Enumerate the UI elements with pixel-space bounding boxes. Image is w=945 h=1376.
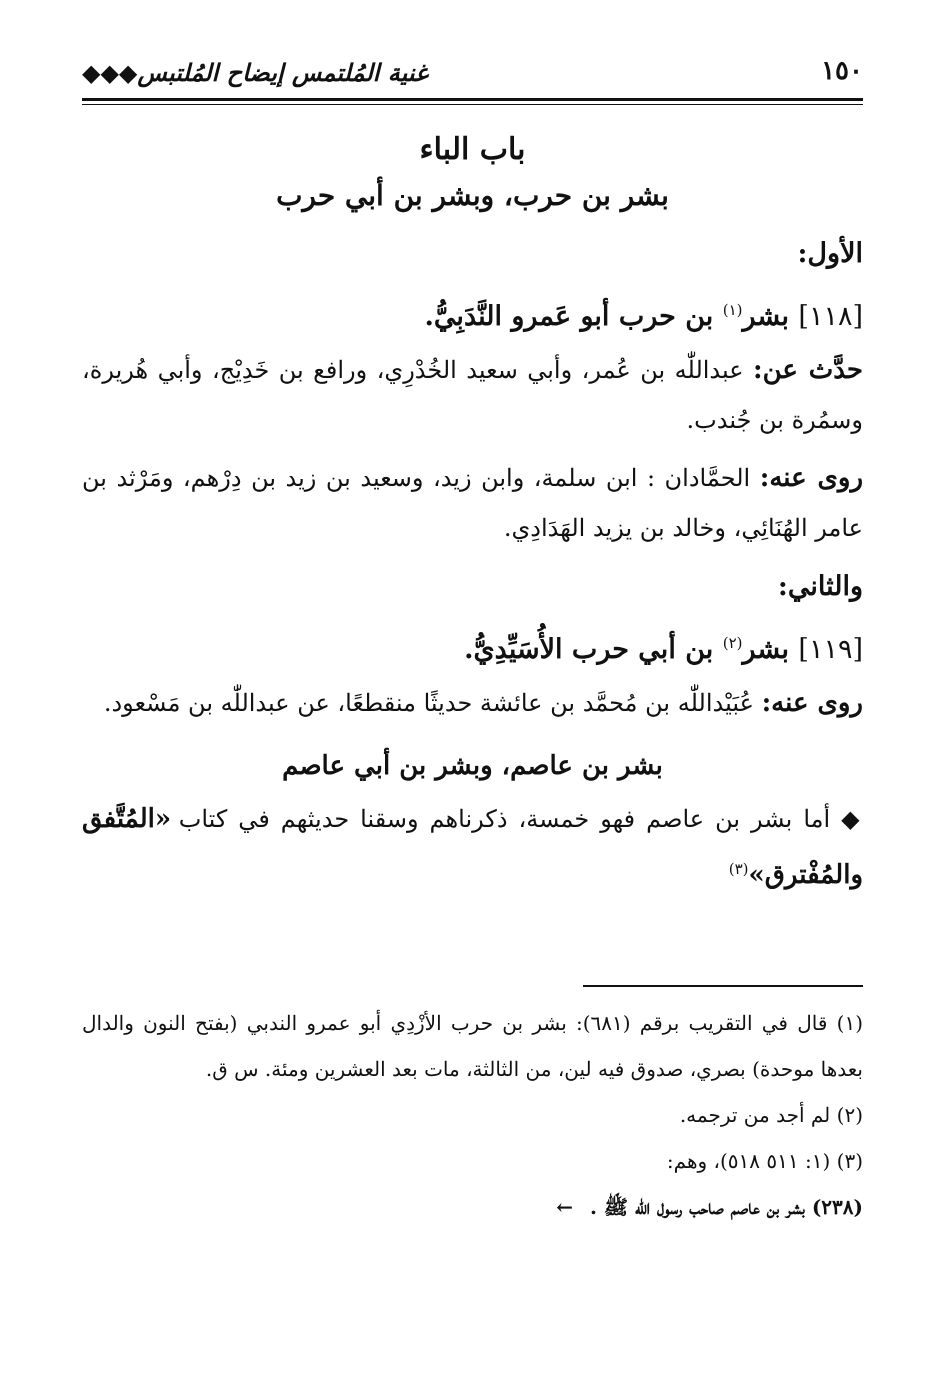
paragraph-text: الحمَّادان : ابن سلمة، وابن زيد، وسعيد بن زيد بن دِرْهم، ومَرْثد بن عامر الهُنَائِي، وخالد بن يزيد الهَدَادِي. <box>82 464 863 542</box>
footnote-ref: (٣) <box>728 860 749 878</box>
paragraph-text: ◆ أما بشر بن عاصم فهو خمسة، ذكرناهم وسقنا حديثهم في كتاب <box>178 805 863 833</box>
section-title: بشر بن حرب، وبشر بن أبي حرب <box>276 179 669 212</box>
paragraph-lead: حدَّث عن: <box>753 355 863 385</box>
footnote-ref: (١) <box>722 301 743 319</box>
paragraph-narrated-from <box>82 345 863 445</box>
header-rule-thin <box>82 104 863 105</box>
footnote-2: (٢) لم أجد من ترجمه. <box>679 1103 863 1127</box>
entry-name: بشر <box>742 301 789 332</box>
book-title: «المُتَّفق والمُفْترق» <box>82 804 863 890</box>
paragraph-text: عبداللّٰه بن عُمر، وأبي سعيد الخُدْرِي، ورافع بن خَدِيْج، وأبي هُريرة، وسمُرة بن جُندب. <box>82 356 863 434</box>
header-rule-thick <box>82 98 863 101</box>
footnote-ref: (٢) <box>722 634 743 652</box>
main-text <box>82 118 863 900</box>
footnote-rule <box>583 985 863 987</box>
paragraph-lead: روى عنه: <box>761 688 863 718</box>
footnote-1: (١) قال في التقريب برقم (٦٨١): بشر بن حرب الأزْدِي أبو عمرو الندبي (بفتح النون والدال بعدها موحدة) بصري، صدوق فيه لين، من الثالثة، مات بعد العشرين ومئة. س ق. <box>82 1011 863 1081</box>
running-title: غنية المُلتمس إيضاح المُلتبس◆◆◆ <box>82 58 428 87</box>
first-label: الأول: <box>797 238 863 269</box>
page-number: ١٥٠ <box>821 56 863 86</box>
entry-118 <box>82 282 863 345</box>
entry-name: بشر <box>742 634 789 665</box>
chapter-title: باب الباء <box>419 132 526 167</box>
paragraph-narrated-by <box>82 453 863 553</box>
entry-119 <box>82 615 863 678</box>
entry-number: [١١٩] <box>798 634 863 665</box>
second-label: والثاني: <box>777 571 863 602</box>
footnote-continuation <box>82 1184 863 1230</box>
footnotes <box>82 1000 863 1230</box>
entry-number: [١١٨] <box>798 301 863 332</box>
entry-name-rest: بن أبي حرب الأُسَيِّدِيُّ. <box>464 634 714 665</box>
left-arrow-icon: ← <box>556 1195 574 1219</box>
section-title: بشر بن عاصم، وبشر بن أبي عاصم <box>282 751 663 781</box>
paragraph-text: عُبَيْداللّٰه بن مُحمَّد بن عائشة حديثًا منقطعًا، عن عبداللّٰه بن مَسْعود. <box>103 689 754 717</box>
footnote-text: (٢٣٨) بشر بن عاصم صاحب رسول اللّٰه ﷺ . <box>590 1195 863 1219</box>
footnote-3: (٣) (١: ٥١١ ٥١٨)، وهم: <box>666 1149 863 1173</box>
entry-name-rest: بن حرب أبو عَمرو النَّدَبِيُّ. <box>424 301 714 332</box>
paragraph-lead: روى عنه: <box>759 463 864 493</box>
page-header <box>82 44 863 94</box>
paragraph-note <box>82 794 863 900</box>
paragraph-narrated-by <box>82 678 863 728</box>
